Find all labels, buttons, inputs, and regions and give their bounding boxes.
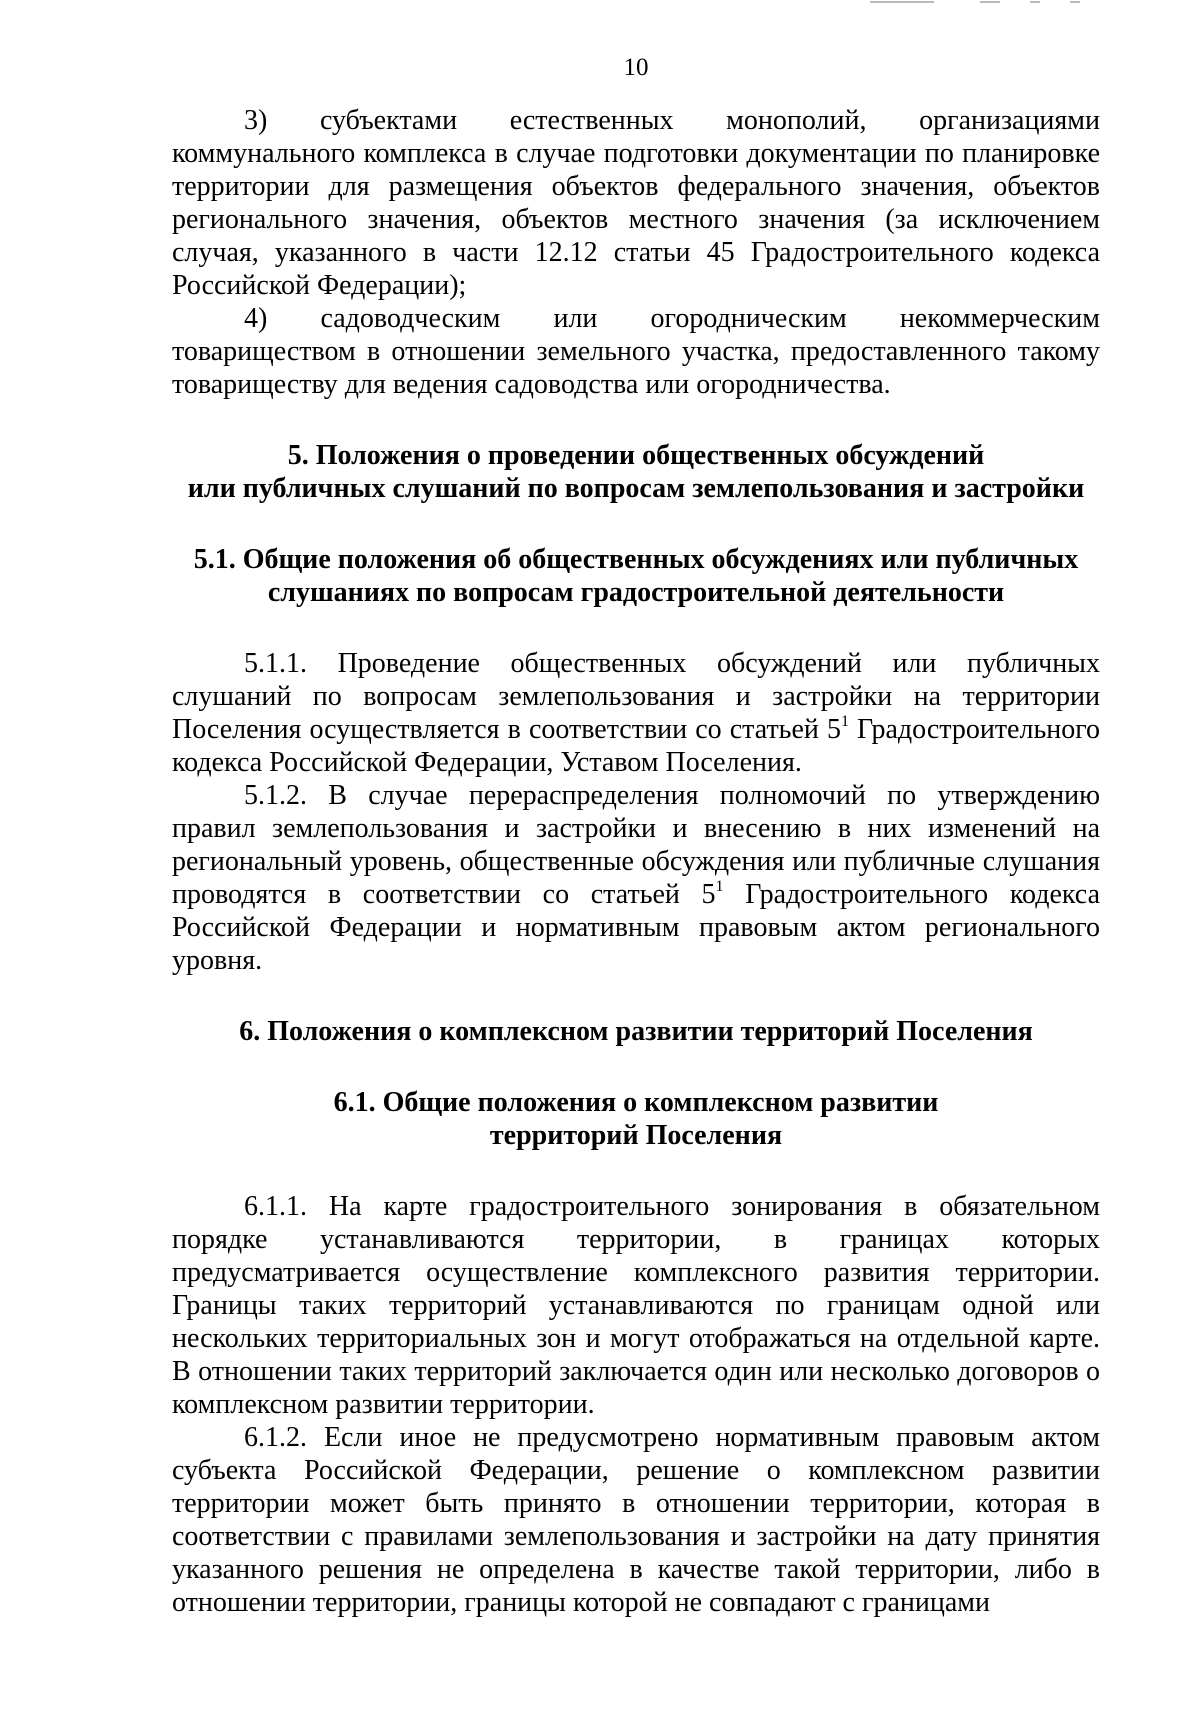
superscript: 1	[715, 878, 724, 895]
scan-edge-marks	[870, 0, 1100, 6]
spacer	[172, 609, 1100, 647]
subsection-5-1-heading-line-1: 5.1. Общие положения об общественных обсуждениях или публичных	[193, 544, 1079, 575]
subsection-6-1-heading-line-1: 6.1. Общие положения о комплексном развитии	[333, 1087, 939, 1118]
subsection-5-1-heading	[172, 543, 1100, 609]
subsection-5-1-heading-line-2: слушаниях по вопросам градостроительной деятельности	[267, 577, 1005, 608]
section-5-heading-line-1: 5. Положения о проведении общественных обсуждений	[287, 440, 985, 471]
list-item-3: 3) субъектами естественных монополий, организациями коммунального комплекса в случае подготовки документации по планировке территории для размещения объектов федерального значения, объектов регионального значения, объектов местного значения (за исключением случая, указанного в части 12.12 статьи 45 Градостроительного кодекса Российской Федерации);	[172, 105, 1100, 301]
spacer	[172, 401, 1100, 439]
spacer	[172, 505, 1100, 543]
spacer	[172, 1152, 1100, 1190]
paragraph-5-1-1	[172, 647, 1100, 779]
paragraph-6-1-2: 6.1.2. Если иное не предусмотрено нормативным правовым актом субъекта Российской Федерации, решение о комплексном развитии территории может быть принято в отношении территории, которая в соответствии с правилами землепользования и застройки на дату принятия указанного решения не определена в качестве такой территории, либо в отношении территории, границы которой не совпадают с границами	[172, 1422, 1100, 1618]
paragraph-5-1-1-text: 5.1.1. Проведение общественных обсуждений или публичных слушаний по вопросам землепользования и застройки на территории Поселения осуществляется в соответствии со статьей 5	[172, 648, 1100, 745]
spacer	[172, 977, 1100, 1015]
document-body	[172, 104, 1100, 1619]
section-6-heading: 6. Положения о комплексном развитии территорий Поселения	[239, 1016, 1033, 1047]
subsection-6-1-heading	[172, 1086, 1100, 1152]
spacer	[172, 1048, 1100, 1086]
paragraph-6-1-1: 6.1.1. На карте градостроительного зонирования в обязательном порядке устанавливаются территории, в границах которых предусматривается осуществление комплексного развития территории. Границы таких территорий устанавливаются по границам одной или нескольких территориальных зон и могут отображаться на отдельной карте. В отношении таких территорий заключается один или несколько договоров о комплексном развитии территории.	[172, 1191, 1100, 1420]
section-5-heading	[172, 439, 1100, 505]
superscript: 1	[840, 713, 849, 730]
section-5-heading-line-2: или публичных слушаний по вопросам землепользования и застройки	[187, 473, 1085, 504]
paragraph-5-1-2	[172, 779, 1100, 977]
paragraph-5-1-1-text-end: Градостроительного кодекса Российской Федерации, Уставом Поселения.	[172, 714, 1100, 778]
page-number: 10	[623, 54, 649, 81]
list-item-4: 4) садоводческим или огородническим некоммерческим товариществом в отношении земельного участка, предоставленного такому товариществу для ведения садоводства или огородничества.	[172, 303, 1100, 400]
paragraph-5-1-2-text: 5.1.2. В случае перераспределения полномочий по утверждению правил землепользования и застройки и внесению в них изменений на региональный уровень, общественные обсуждения или публичные слушания проводятся в соответствии со статьей 5	[172, 780, 1100, 910]
paragraph-5-1-2-text-end: Градостроительного кодекса Российской Федерации и нормативным правовым актом регионального уровня.	[172, 879, 1100, 976]
subsection-6-1-heading-line-2: территорий Поселения	[489, 1120, 783, 1151]
